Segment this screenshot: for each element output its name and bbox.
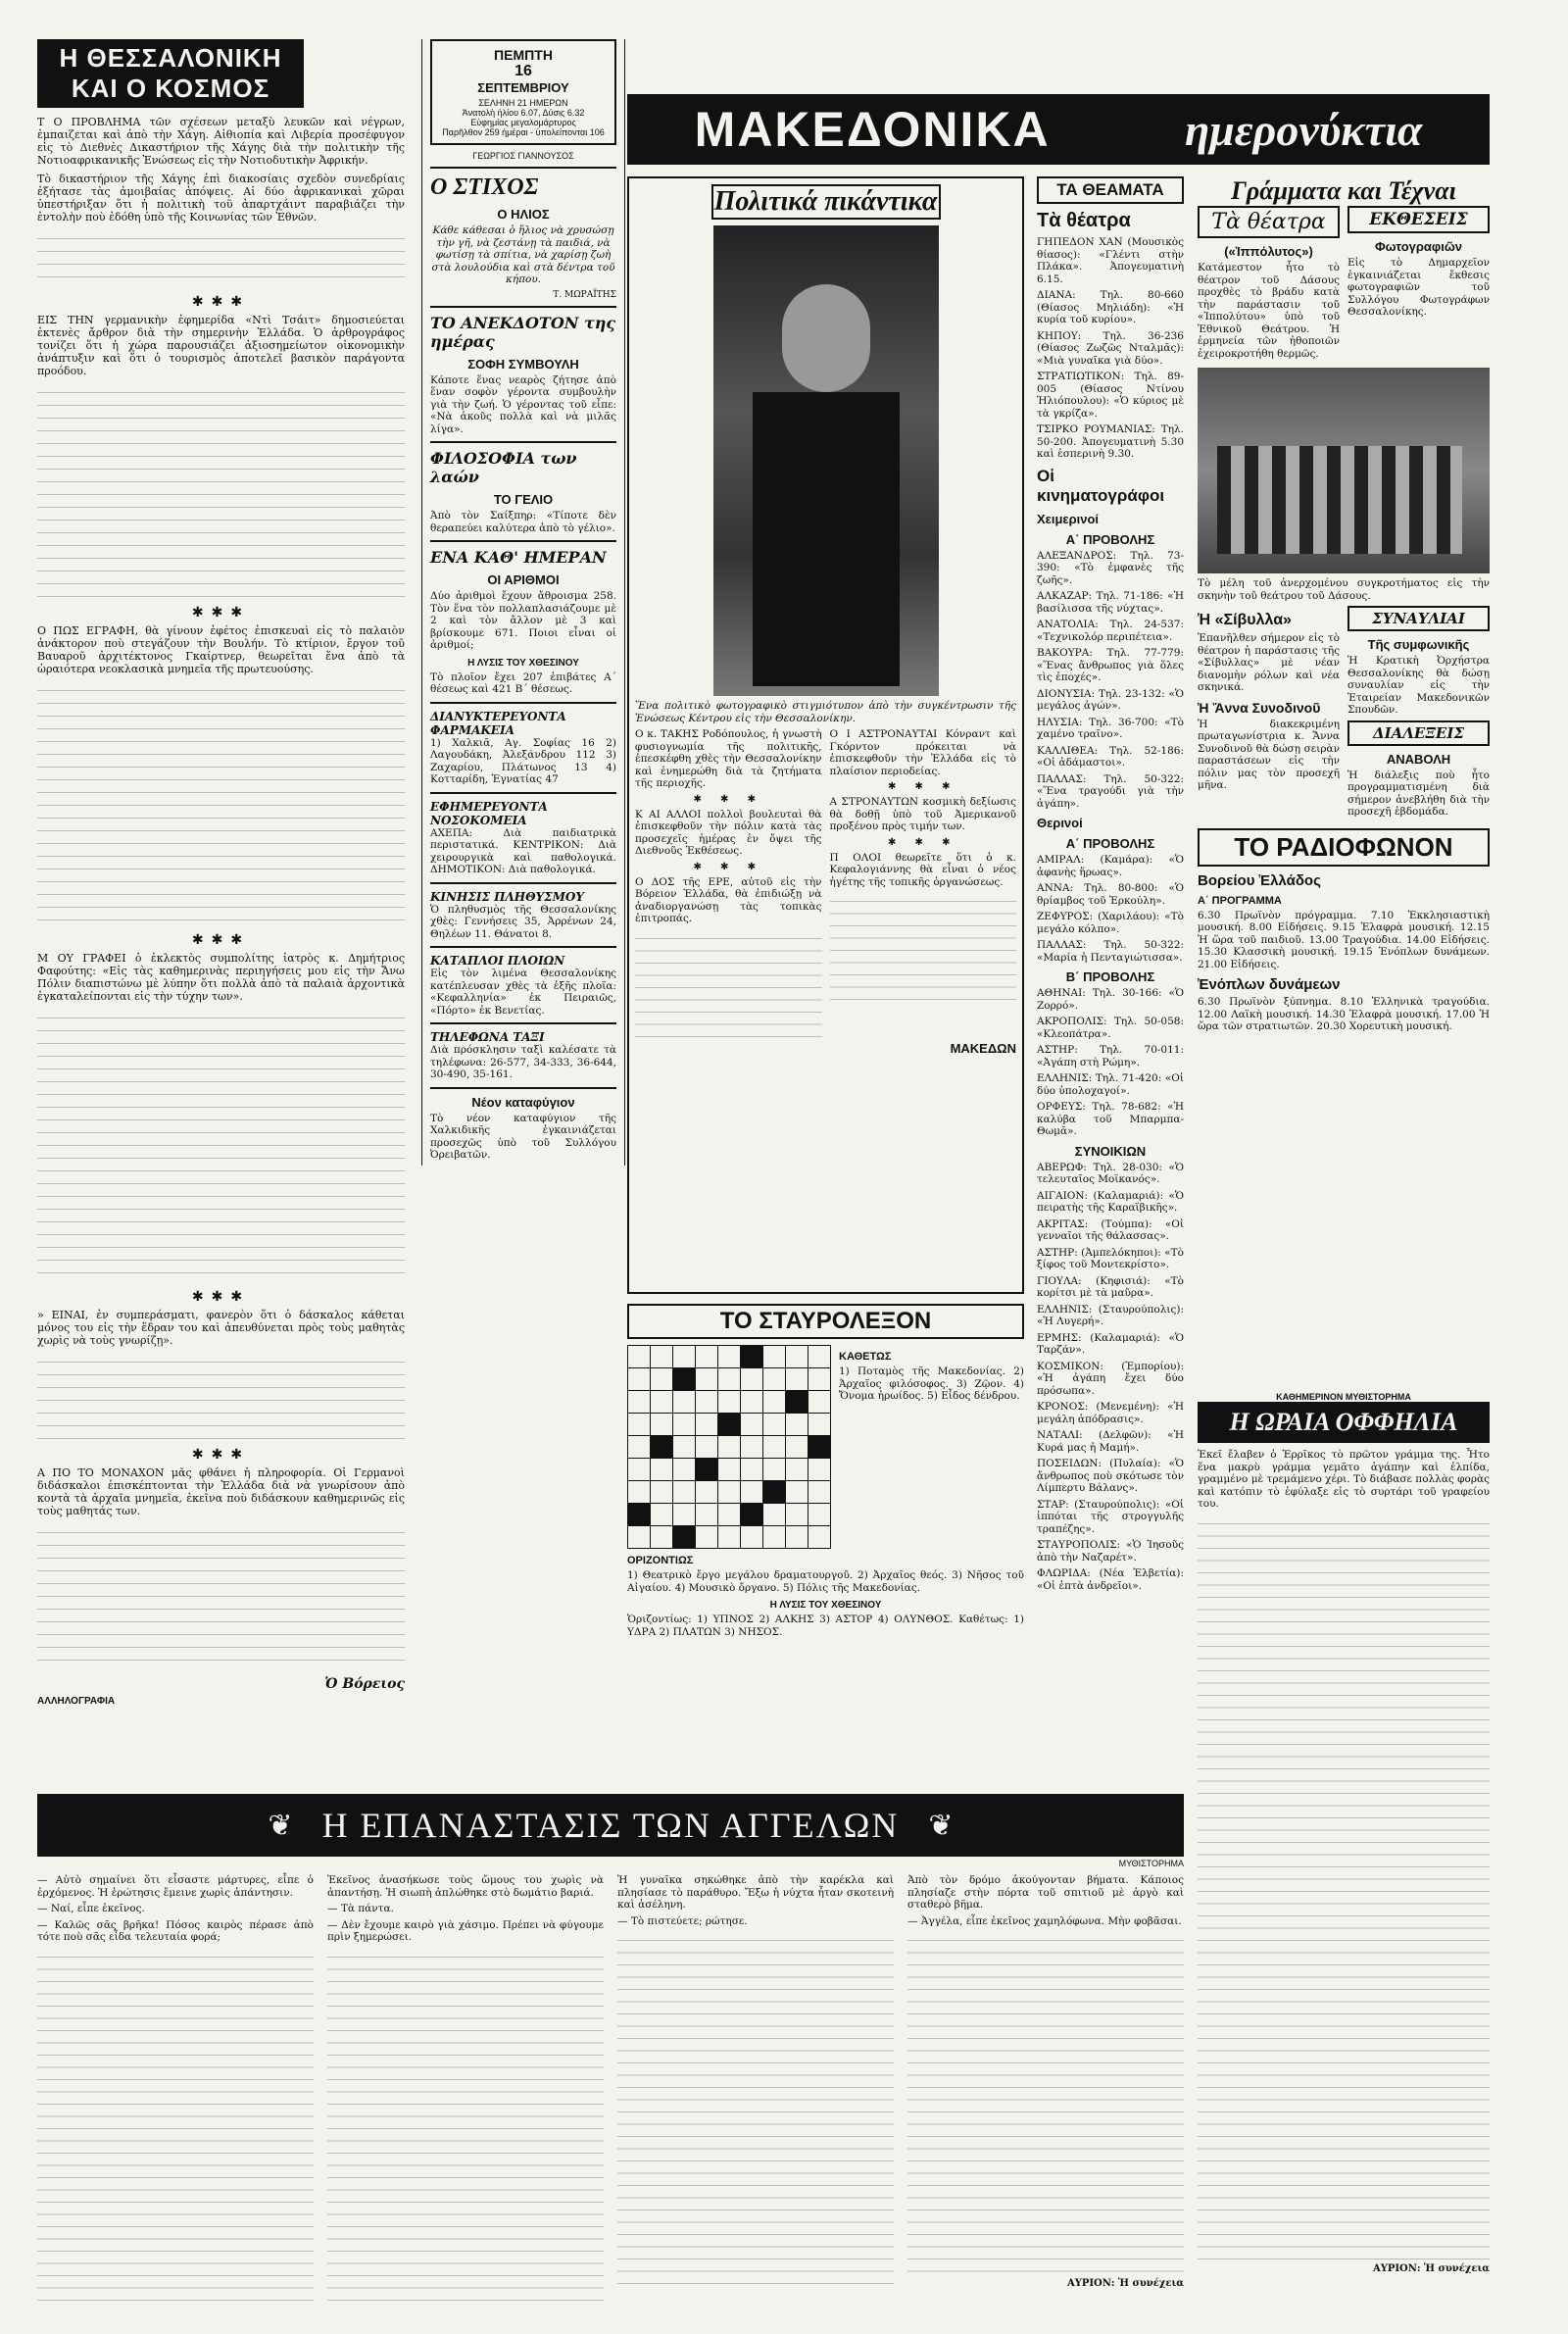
crossword-cell[interactable]	[628, 1436, 651, 1459]
crossword-cell[interactable]	[741, 1436, 763, 1459]
crossword-cell[interactable]	[628, 1368, 651, 1391]
theatres-sub-heading: Τὰ θέατρα	[1198, 206, 1340, 238]
crossword-cell[interactable]	[628, 1391, 651, 1414]
crossword-cell	[741, 1504, 763, 1526]
cinema-listing: ΑΚΡΟΠΟΛΙΣ: Τηλ. 50-058: «Κλεοπάτρα».	[1037, 1016, 1184, 1040]
cinema-listing: ΝΑΤΑΛΙ: (Δελφῶν): «Ἡ Κυρά μας ἡ Μαμή».	[1037, 1429, 1184, 1454]
crossword-cell	[808, 1436, 831, 1459]
armed-forces-schedule: 6.30 Πρωϊνὸν ξύπνημα. 8.10 Ἑλληνικὰ τραγούδια. 12.00 Λαϊκὴ μουσική. 14.30 Ἐλαφρὰ μουσική. 17.00 Ἡ ὥρα τῶν στρατιωτῶν. 20.30 Χορευτικὴ μουσική.	[1198, 996, 1490, 1032]
wing-icon: ❦	[928, 1808, 954, 1843]
photo-caption: Ἕνα πολιτικὸ φωτογραφικὸ στιγμιότυπον ἀπὸ τὴν συγκέντρωσιν τῆς Ἑνώσεως Κέντρου εἰς τὴν Θεσσαλονίκην.	[635, 700, 1016, 724]
crossword-cell[interactable]	[651, 1346, 673, 1368]
ippolytos-text: Κατάμεστον ἦτο τὸ θέατρον τοῦ Δάσους προχθὲς τὸ βράδυ κατὰ τὴν παράστασιν τοῦ «Ἱππολύτου» ὑπὸ τοῦ Ἐθνικοῦ Θεάτρου. Ἡ ἐρμηνεία τῶν ἠθοποιῶν ἐχειροκροτήθη θερμῶς.	[1198, 262, 1340, 360]
winter-cinemas: Χειμερινοί	[1037, 511, 1100, 526]
neighbourhood-cinemas: ΣΥΝΟΙΚΙΩΝ	[1074, 1143, 1147, 1159]
crossword-cell[interactable]	[718, 1368, 741, 1391]
crossword-grid[interactable]	[627, 1345, 831, 1549]
crossword-cell[interactable]	[786, 1459, 808, 1481]
lectures-text: Ἡ διάλεξις ποὺ ἦτο προγραμματισμένη διὰ σήμερον ἀνεβλήθη διὰ τὴν προσεχῆ ἑβδομάδα.	[1348, 769, 1490, 818]
cinema-listing: ΑΒΕΡΩΦ: Τηλ. 28-030: «Ὁ τελευταῖος Μοϊκανός».	[1037, 1161, 1184, 1185]
radio-schedule: 6.30 Πρωϊνὸν πρόγραμμα. 7.10 Ἐκκλησιαστικὴ μουσική. 8.00 Εἰδήσεις. 9.15 Ἐλαφρὰ μουσική. 12.15 Ἡ ὥρα τοῦ παιδιοῦ. 13.00 Τραγούδια. 14.00 Εἰδήσεις. 15.30 Κλασσικὴ μουσική. 19.15 Ἐνόπλων δυνάμεων. 21.00 Εἰδήσεις.	[1198, 909, 1490, 970]
text-block-filler	[37, 229, 405, 288]
article-paragraph: ΕΙΣ ΤΗΝ γερμανικὴν ἐφημερίδα «Ντὶ Τσάιτ» δημοσιεύεται ἐκτενὲς ἄρθρον διὰ τὴν σημερινὴν Ἑλλάδα. Ὁ ἀρθρογράφος τονίζει ὅτι ἡ χώρα παρουσιάζει ἀξιοσημείωτον οἰκονομικὴν ἀνάπτυξιν καὶ ὅτι ὁ τουρισμὸς ἀποτελεῖ βασικὸν παράγοντα προόδου.	[37, 314, 405, 377]
second-run: Β΄ ΠΡΟΒΟΛΗΣ	[1065, 969, 1155, 984]
exhibitions-sub: Φωτογραφιῶν	[1374, 239, 1463, 254]
crossword-cell[interactable]	[651, 1481, 673, 1504]
crossword-cell[interactable]	[673, 1346, 696, 1368]
crossword-cell[interactable]	[808, 1481, 831, 1504]
weekday: ΠΕΜΠΤΗ	[494, 47, 553, 63]
crossword-cell[interactable]	[696, 1391, 718, 1414]
daily-puzzle-text: Δύο ἀριθμοὶ ἔχουν ἄθροισμα 258. Τὸν ἕνα τὸν πολλαπλασιάζουμε μὲ 2 καὶ τὸν ἄλλον μὲ 3 καὶ βρίσκουμε 671. Ποιοι εἶναι οἱ ἀριθμοί;	[430, 590, 616, 651]
crossword-cell[interactable]	[808, 1414, 831, 1436]
crossword-cell	[786, 1391, 808, 1414]
article-paragraph: Ο ΠΩΣ ΕΓΡΑΦΗ, θὰ γίνουν ἐφέτος ἐπισκευαὶ εἰς τὸ παλαιὸν ἀνάκτορον ποὺ στεγάζουν τὴν Βουλήν. Τὸ κτίριον, ἔργον τοῦ Βαυαροῦ ἀρχιτέκτονος Γκαίρτνερ, θεωρεῖται ἕνα ἀπὸ τὰ ὡραιότερα νεοκλασικὰ μνημεῖα τῆς πρωτευούσης.	[37, 624, 405, 675]
crossword-cell[interactable]	[696, 1526, 718, 1549]
section-crossword	[627, 1304, 1024, 1642]
shelter-text: Τὸ νέον καταφύγιον τῆς Χαλκιδικῆς ἐγκαινιάζεται προσεχῶς ὑπὸ τοῦ Συλλόγου Ὀρειβατῶν.	[430, 1112, 616, 1161]
mail-heading: ΑΛΛΗΛΟΓΡΑΦΙΑ	[37, 1696, 116, 1707]
masthead-line2: ΚΑΙ Ο ΚΟΣΜΟΣ	[71, 74, 270, 103]
theatre-listing: ΣΤΡΑΤΙΩΤΙΚΟΝ: Τηλ. 89-005 (Θίασος Ντίνου Ἠλιόπουλου): «Ὁ κύριος μὲ τὰ γκρίζα».	[1037, 371, 1184, 420]
serial-title: Η ΕΠΑΝΑΣΤΑΣΙΣ ΤΩΝ ΑΓΓΕΛΩΝ	[321, 1806, 900, 1845]
novel-continued: ΑΥΡΙΟΝ: Ἡ συνέχεια	[1372, 2262, 1490, 2274]
masthead-line1: Η ΘΕΣΣΑΛΟΝΙΚΗ	[59, 43, 282, 73]
armed-forces-heading: Ἐνόπλων δυνάμεων	[1198, 976, 1341, 993]
cinema-listing: ΒΑΚΟΥΡΑ: Τηλ. 77-779: «Ἕνας ἄνθρωπος γιὰ ὅλες τὶς ἐποχές».	[1037, 647, 1184, 683]
politics-item: Π ΟΛΟΙ θεωρεῖτε ὅτι ὁ κ. Κεφαλογιάννης θὰ εἶναι ὁ νέος ἡγέτης τῆς τοπικῆς ὀργανώσεως.	[829, 851, 1016, 888]
politika-signature: ΜΑΚΕΔΩΝ	[950, 1040, 1016, 1056]
radio-program-a: Α΄ ΠΡΟΓΡΑΜΜΑ	[1198, 894, 1282, 907]
cinema-listing: ΑΝΝΑ: Τηλ. 80-800: «Ὁ θρίαμβος τοῦ Ἑρκούλη».	[1037, 882, 1184, 907]
crossword-cell[interactable]	[808, 1346, 831, 1368]
cinema-listing: ΑΛΚΑΖΑΡ: Τηλ. 71-186: «Ἡ βασίλισσα τῆς νύχτας».	[1037, 590, 1184, 615]
first-run-summer: Α΄ ΠΡΟΒΟΛΗΣ	[1065, 836, 1155, 851]
politics-item: Κ ΑΙ ΑΛΛΟΙ πολλοὶ βουλευταὶ θὰ ἐπισκεφθοῦν τὴν πόλιν κατὰ τὰς προσεχεῖς ἡμέρας ἐν ὄψει τῆς Διεθνοῦς Ἐκθέσεως.	[635, 808, 822, 857]
politics-item: Α ΣΤΡΟΝΑΥΤΩΝ κοσμικὴ δεξίωσις θὰ δοθῇ ὑπὸ τοῦ Ἀμερικανοῦ προξένου πρὸς τιμήν των.	[829, 796, 1016, 832]
crossword-cell[interactable]	[741, 1368, 763, 1391]
sibylla-text: Ἐπανῆλθεν σήμερον εἰς τὸ θέατρον ἡ παράστασις τῆς «Σίβυλλας» μὲ νέαν διανομὴν ρόλων καὶ νέα σκηνικά.	[1198, 632, 1340, 693]
cinema-listing: ΖΕΦΥΡΟΣ: (Χαριλάου): «Τὸ μεγάλο κόλπο».	[1037, 911, 1184, 935]
article-paragraph: Α ΠΟ ΤΟ ΜΟΝΑΧΟΝ μᾶς φθάνει ἡ πληροφορία. Οἱ Γερμανοὶ διδάσκαλοι ἐπισκέπτονται τὴν Ἑλλάδα διὰ νὰ γνωρίσουν ἀπὸ κοντὰ τὰ ἀρχαῖα μνημεῖα, ἐκεῖνα ποὺ διδάσκουν καθημερινῶς εἰς τοὺς μαθητάς των.	[37, 1466, 405, 1517]
cinema-listing: ΣΤΑΡ: (Σταυρούπολις): «Οἱ ἱππόται τῆς στρογγυλῆς τραπέζης».	[1037, 1498, 1184, 1535]
anna-heading: Ἡ Ἄννα Συνοδινοῦ	[1198, 699, 1321, 716]
crossword-cell[interactable]	[673, 1414, 696, 1436]
puzzle-solution-text: Τὸ πλοῖον ἔχει 207 ἐπιβάτες Α΄ θέσεως καὶ 421 Β΄ θέσεως.	[430, 670, 616, 695]
daily-puzzle-heading: ΕΝΑ ΚΑΘ' ΗΜΕΡΑΝ	[430, 548, 607, 567]
cinema-listing: ΠΟΣΕΙΔΩΝ: (Πυλαία): «Ὁ ἄνθρωπος ποὺ σκότωσε τὸν Λίμπερτυ Βάλανς».	[1037, 1458, 1184, 1494]
serial-subtitle: ΜΥΘΙΣΤΟΡΗΜΑ	[1118, 1859, 1184, 1868]
cinema-listing: ΕΛΛΗΝΙΣ: (Σταυρούπολις): «Ἡ Λυγερή».	[1037, 1303, 1184, 1327]
concerts-sub: Τῆς συμφωνικῆς	[1367, 637, 1470, 652]
crossword-cell[interactable]	[763, 1368, 786, 1391]
crossword-cell[interactable]	[808, 1391, 831, 1414]
crossword-cell[interactable]	[741, 1481, 763, 1504]
crossword-cell[interactable]	[628, 1459, 651, 1481]
crossword-cell[interactable]	[628, 1414, 651, 1436]
serial-banner	[37, 1794, 1184, 1857]
novel-heading: Η ΩΡΑΙΑ ΟΦΦΗΛΙΑ	[1198, 1402, 1490, 1443]
banner-title: ΜΑΚΕΔΟΝΙΚΑ	[694, 102, 1051, 157]
crossword-cell[interactable]	[718, 1526, 741, 1549]
crossword-cell[interactable]	[786, 1526, 808, 1549]
first-run: Α΄ ΠΡΟΒΟΛΗΣ	[1065, 531, 1155, 547]
serial-paragraph: — Καλῶς σᾶς βρῆκα! Πόσος καιρὸς πέρασε ἀπὸ τότε ποὺ σᾶς εἶδα τελευταία φορά;	[37, 1918, 314, 1943]
population-heading: ΚΙΝΗΣΙΣ ΠΛΗΘΥΣΜΟΥ	[430, 889, 584, 904]
sun-times: Ἀνατολὴ ἡλίου 6.07, Δύσις 6.32	[462, 108, 585, 118]
crossword-cell[interactable]	[718, 1391, 741, 1414]
date-box	[430, 39, 616, 145]
day-number: 16	[514, 63, 532, 79]
crossword-cell[interactable]	[786, 1368, 808, 1391]
exhibitions-heading: ΕΚΘΕΣΕΙΣ	[1348, 206, 1490, 233]
crossword-cell	[763, 1481, 786, 1504]
cinema-listing: ΕΛΛΗΝΙΣ: Τηλ. 71-420: «Οἱ δύο ὑπολοχαγοί».	[1037, 1072, 1184, 1097]
crossword-cell[interactable]	[808, 1368, 831, 1391]
cinemas-heading: Οἱ κινηματογράφοι	[1037, 466, 1165, 505]
crossword-cell[interactable]	[718, 1481, 741, 1504]
shelter-heading: Νέον καταφύγιον	[471, 1094, 575, 1110]
crossword-heading: ΤΟ ΣΤΑΥΡΟΛΕΞΟΝ	[627, 1304, 1024, 1339]
population-text: Ὁ πληθυσμὸς τῆς Θεσσαλονίκης χθὲς: Γεννήσεις 35, Ἀρρένων 24, Θηλέων 11. Θάνατοι 8.	[430, 903, 616, 940]
crossword-cell[interactable]	[651, 1414, 673, 1436]
ships-text: Εἰς τὸν λιμένα Θεσσαλονίκης κατέπλευσαν χθὲς τὰ ἑξῆς πλοῖα: «Κεφαλληνία» ἐκ Πειραιῶς, «Πόρτο» ἐκ Βενετίας.	[430, 968, 616, 1017]
crossword-cell[interactable]	[696, 1504, 718, 1526]
crossword-cell[interactable]	[696, 1481, 718, 1504]
serial-paragraph: — Ἀγγέλα, εἶπε ἐκεῖνος χαμηλόφωνα. Μὴν φοβᾶσαι.	[907, 1914, 1182, 1927]
crossword-cell	[673, 1526, 696, 1549]
moon-phase: ΣΕΛΗΝΗ 21 ΗΜΕΡΩΝ	[478, 98, 568, 108]
cinema-listing: ΑΣΤΗΡ: Τηλ. 70-011: «Ἀγάπη στὴ Ρώμη».	[1037, 1044, 1184, 1068]
crossword-cell[interactable]	[741, 1391, 763, 1414]
grammata-heading: Γράμματα και Τέχναι	[1231, 176, 1456, 205]
anecdote-heading: ΤΟ ΑΝΕΚΔΟΤΟΝ της ημέρας	[430, 313, 616, 351]
crossword-cell[interactable]	[696, 1414, 718, 1436]
signature: Ὁ Βόρειος	[324, 1676, 405, 1692]
crossword-cell[interactable]	[673, 1481, 696, 1504]
serial-paragraph: Ἐκεῖνος ἀνασήκωσε τοὺς ὤμους του χωρὶς νὰ ἀπαντήσῃ. Ἡ σιωπὴ ἀπλώθηκε στὸ δωμάτιο βαριά.	[327, 1874, 604, 1899]
crossword-cell[interactable]	[718, 1346, 741, 1368]
cinema-listing: ΠΑΛΛΑΣ: Τηλ. 50-322: «Μαρία ἡ Πενταγιώτισσα».	[1037, 939, 1184, 964]
taxi-text: Διὰ πρόσκλησιν ταξὶ καλέσατε τὰ τηλέφωνα: 26-577, 34-333, 36-644, 30-490, 35-161.	[430, 1044, 616, 1080]
crossword-cell[interactable]	[718, 1504, 741, 1526]
separator-stars: ✱✱✱	[191, 932, 251, 948]
crossword-cell[interactable]	[763, 1504, 786, 1526]
concerts-heading: ΣΥΝΑΥΛΙΑΙ	[1348, 606, 1490, 631]
crossword-cell[interactable]	[628, 1346, 651, 1368]
exhibitions-text: Εἰς τὸ Δημαρχεῖον ἐγκαινιάζεται ἔκθεσις φωτογραφιῶν τοῦ Συλλόγου Φωτογράφων Θεσσαλονίκης.	[1348, 257, 1490, 318]
down-clues: 1) Ποταμὸς τῆς Μακεδονίας. 2) Ἀρχαῖος φιλόσοφος. 3) Ζῷον. 4) Ὄνομα ἡρωίδος. 5) Εἶδος δένδρου.	[839, 1366, 1024, 1402]
article-paragraph: » ΕΙΝΑΙ, ἐν συμπεράσματι, φανερὸν ὅτι ὁ δάσκαλος κάθεται μόνος του εἰς τὴν ἕδραν του καὶ ἀπευθύνεται πρὸς τοὺς μαθητὰς χωρὶς νὰ τοὺς γνωρίζῃ».	[37, 1309, 405, 1347]
section-masthead	[37, 39, 304, 108]
crossword-cell[interactable]	[673, 1436, 696, 1459]
crossword-cell[interactable]	[628, 1526, 651, 1549]
serial-paragraph: Ἀπὸ τὸν δρόμο ἀκούγονταν βήματα. Κάποιος πλησίαζε στὴν πόρτα τοῦ σπιτιοῦ μὲ ἀργὸ καὶ σταθερὸ βῆμα.	[907, 1874, 1184, 1911]
crossword-cell	[628, 1504, 651, 1526]
crossword-cell[interactable]	[718, 1459, 741, 1481]
cinema-listing: ΚΑΛΛΙΘΕΑ: Τηλ. 52-186: «Οἱ ἀδάμαστοι».	[1037, 744, 1184, 769]
lectures-heading: ΔΙΑΛΕΞΕΙΣ	[1348, 720, 1490, 746]
across-clues-heading: ΟΡΙΖΟΝΤΙΩΣ	[627, 1555, 694, 1566]
cinema-listing: ΕΡΜΗΣ: (Καλαμαριά): «Ὁ Ταρζάν».	[1037, 1331, 1184, 1356]
philosophy-text: Ἀπὸ τὸν Σαίξπηρ: «Τίποτε δὲν θεραπεύει καλύτερα ἀπὸ τὸ γέλιο».	[430, 510, 616, 534]
text-block-filler	[37, 383, 405, 599]
banner-makedonika	[627, 94, 1490, 165]
concerts-text: Ἡ Κρατικὴ Ὀρχήστρα Θεσσαλονίκης θὰ δώσῃ συναυλίαν εἰς τὴν Ἑταιρείαν Μακεδονικῶν Σπουδῶν.	[1348, 655, 1490, 716]
lectures-sub: ΑΝΑΒΟΛΗ	[1386, 751, 1451, 767]
crossword-cell	[696, 1459, 718, 1481]
cinema-listing: ΚΟΣΜΙΚΟΝ: (Ἐμπορίου): «Ἡ ἀγάπη ἔχει δύο πρόσωπα».	[1037, 1360, 1184, 1397]
crossword-solution-heading: Η ΛΥΣΙΣ ΤΟΥ ΧΘΕΣΙΝΟΥ	[769, 1600, 882, 1611]
politics-item: Ο κ. ΤΑΚΗΣ Ροδόπουλος, ἡ γνωστὴ φυσιογνωμία τῆς πολιτικῆς, ἐπεσκέφθη χθὲς τὴν Θεσσαλονίκην καὶ ἐνημερώθη διὰ τὰ ζητήματα τῆς περιοχῆς.	[635, 728, 822, 789]
crossword-solution: Ὁριζοντίως: 1) ΥΠΝΟΣ 2) ΑΛΚΗΣ 3) ΑΣΤΟΡ 4) ΟΛΥΝΘΟΣ. Καθέτως: 1) ΥΔΡΑ 2) ΠΛΑΤΩΝ 3) ΝΗΣΟΣ.	[627, 1614, 1024, 1638]
cinema-listing: ΑΛΕΞΑΝΔΡΟΣ: Τηλ. 73-390: «Τὸ ἐμφανὲς τῆς ζωῆς».	[1037, 549, 1184, 586]
crossword-cell[interactable]	[696, 1346, 718, 1368]
text-block-filler	[1198, 1515, 1490, 2260]
anecdote-sub: ΣΟΦΗ ΣΥΜΒΟΥΛΗ	[467, 356, 579, 372]
crossword-cell[interactable]	[673, 1504, 696, 1526]
serial-paragraph: — Τὰ πάντα.	[327, 1903, 394, 1914]
ippolytos-heading: («Ἱππόλυτος»)	[1224, 244, 1313, 259]
crossword-cell[interactable]	[651, 1391, 673, 1414]
cinema-listing: ΠΑΛΛΑΣ: Τηλ. 50-322: «Ἕνα τραγούδι γιὰ τὴν ἀγάπη».	[1037, 772, 1184, 810]
serial-paragraph: — Τὸ πιστεύετε; ρώτησε.	[617, 1914, 748, 1927]
orchestra-photo	[1198, 368, 1490, 573]
cinema-listing: ΚΡΟΝΟΣ: (Μενεμένη): «Ἡ μεγάλη ἀπόδρασις».	[1037, 1401, 1184, 1425]
separator-stars: ✱✱✱	[191, 1289, 251, 1305]
crossword-cell[interactable]	[741, 1526, 763, 1549]
theatre-listing: ΓΗΠΕΔΟΝ ΧΑΝ (Μουσικὸς θίασος): «Γλέντι στὴν Πλάκα». Ἀπογευματινὴ 6.15.	[1037, 236, 1184, 285]
anecdote-text: Κάποτε ἕνας νεαρὸς ζήτησε ἀπὸ ἕναν σοφὸν γέροντα συμβουλὴν γιὰ τὴν ζωή. Ὁ γέροντας τοῦ εἶπε: «Νὰ ἀκοῦς πολλὰ καὶ νὰ μιλᾶς λίγα».	[430, 373, 616, 435]
crossword-cell[interactable]	[741, 1459, 763, 1481]
crossword-cell[interactable]	[628, 1481, 651, 1504]
crossword-cell[interactable]	[763, 1414, 786, 1436]
serial-continued: ΑΥΡΙΟΝ: Ἡ συνέχεια	[1066, 2278, 1184, 2289]
sibylla-heading: Ἡ «Σίβυλλα»	[1198, 612, 1292, 628]
cinema-listing: ΑΘΗΝΑΙ: Τηλ. 30-166: «Ὁ Ζορρό».	[1037, 987, 1184, 1012]
poet-name: Τ. ΜΩΡΑΪΤΗΣ	[553, 289, 616, 300]
radio-sub: Βορείου Ἑλλάδος	[1198, 871, 1321, 889]
cinema-listing: ΗΛΥΣΙΑ: Τηλ. 36-700: «Τὸ χαμένο τραῖνο».	[1037, 716, 1184, 740]
crossword-cell[interactable]	[763, 1436, 786, 1459]
section-epanastasis	[37, 1794, 1184, 2305]
anna-text: Ἡ διακεκριμένη πρωταγωνίστρια κ. Ἄννα Συνοδινοῦ θὰ δώσῃ σειρὰν παραστάσεων εἰς τὴν πόλιν μας τὸν προσεχῆ μῆνα.	[1198, 718, 1340, 791]
crossword-cell[interactable]	[763, 1459, 786, 1481]
serial-paragraph: — Ναί, εἶπε ἐκεῖνος.	[37, 1903, 145, 1914]
cinema-listing: ΔΙΟΝΥΣΙΑ: Τηλ. 23-132: «Ὁ μεγάλος ἀγών».	[1037, 687, 1184, 712]
article-paragraph: Τ Ο ΠΡΟΒΛΗΜΑ τῶν σχέσεων μεταξὺ λευκῶν καὶ νέγρων, ἐμπαιζεται καὶ ἀπὸ τὴν Χάγη. Αἰθιοπία καὶ Λιβερία προσέφυγον εἰς τὸ Διεθνὲς Δικαστήριον τῆς Χάγης διὰ τὴν πολιτικὴν τῆς Νοτιοαφρικανικῆς Ἑνώσεως εἰς τὴν Νοτιοδυτικὴν Ἀφρικήν.	[37, 116, 405, 167]
crossword-cell[interactable]	[651, 1526, 673, 1549]
crossword-cell[interactable]	[808, 1504, 831, 1526]
crossword-cell[interactable]	[651, 1459, 673, 1481]
orchestra-caption: Τὸ μέλη τοῦ ἀνερχομένου συγκροτήματος εἰς τὴν σκηνὴν τοῦ θεάτρου τοῦ Δάσους.	[1198, 577, 1490, 602]
philosophy-heading: ΦΙΛΟΣΟΦΙΑ των λαών	[430, 449, 577, 486]
column-thessaloniki-world	[37, 39, 405, 1707]
hospitals-list: ΑΧΕΠΑ: Διὰ παιδιατρικὰ περιστατικά. ΚΕΝΤΡΙΚΟΝ: Διὰ χειρουργικὰ καὶ παθολογικά. ΔΗΜΟΤΙΚΟΝ: Διὰ παθολογικά.	[430, 826, 616, 875]
cinema-listing: ΑΣΤΗΡ: (Ἀμπελόκηποι): «Τὸ ξίφος τοῦ Μοντεκρίστο».	[1037, 1246, 1184, 1270]
cinema-listing: ΓΙΟΥΛΑ: (Κηφισιά): «Τὸ κορίτσι μὲ τὰ μαῦρα».	[1037, 1274, 1184, 1299]
cinema-listing: ΑΝΑΤΟΛΙΑ: Τηλ. 24-537: «Τεχνικολόρ περιπέτεια».	[1037, 619, 1184, 643]
taxi-heading: ΤΗΛΕΦΩΝΑ ΤΑΞΙ	[430, 1030, 545, 1044]
radio-heading: ΤΟ ΡΑΔΙΟΦΩΝΟΝ	[1198, 828, 1490, 867]
theatres-heading: Τὰ θέατρα	[1037, 210, 1131, 231]
novel-text: Ἐκεῖ ἔλαβεν ὁ Ἐρρῖκος τὸ πρῶτον γράμμα της. Ἦτο ἕνα μακρὺ γράμμα γεμᾶτο ἀγάπην καὶ ἐλπίδα, γραμμένο μὲ τρεμάμενο χέρι. Τὸ διάβασε πολλὰς φορὰς καὶ κατόπιν τὸ ἐφύλαξε εἰς τὸ συρτάρι τοῦ γραφείου του.	[1198, 1449, 1490, 1510]
politika-heading: Πολιτικά πικάντικα	[711, 184, 941, 220]
column-daily-info	[421, 39, 625, 1166]
theatre-listing: ΔΙΑΝΑ: Τηλ. 80-660 (Θίασος Μηλιάδη): «Ἡ κυρία τοῦ κυρίου».	[1037, 289, 1184, 325]
article-paragraph: Μ ΟΥ ΓΡΑΦΕΙ ὁ ἐκλεκτὸς συμπολίτης ἰατρὸς κ. Δημήτριος Φαφούτης: «Εἰς τὰς καθημερινὰς περιηγήσεις μου εἰς τὴν Ἄνω Πόλιν διαπιστώνω μὲ λύπην ὅτι πολλὰ ἀπὸ τὰ παλαιὰ ἀρχοντικὰ ἐγκαταλείπονται εἰς τὴν τύχην των».	[37, 952, 405, 1003]
section-theamata	[1037, 176, 1184, 1596]
pharmacies-list: 1) Χαλκιᾶ, Αγ. Σοφίας 16 2) Λαγουδάκη, Ἀλεξάνδρου 112 3) Ζαχαρίου, Πλάτωνος 13 4) Κοτταρίδη, Ἐγνατίας 47	[430, 736, 616, 785]
text-block-filler	[37, 1009, 405, 1283]
across-clues: 1) Θεατρικὸ ἔργο μεγάλου δραματουργοῦ. 2) Ἀρχαῖος θεός. 3) Νῆσος τοῦ Αἰγαίου. 4) Μουσικὸ ὄργανο. 5) Πόλις τῆς Μακεδονίας.	[627, 1569, 1024, 1594]
serial-paragraph: — Δὲν ἔχουμε καιρὸ γιὰ χάσιμο. Πρέπει νὰ φύγουμε πρὶν ξημερώσει.	[327, 1918, 604, 1943]
stixos-sub: Ο ΗΛΙΟΣ	[497, 207, 550, 222]
crossword-cell	[718, 1414, 741, 1436]
cinema-listing: ΑΙΓΑΙΟΝ: (Καλαμαριά): «Ὁ πειρατὴς τῆς Καραϊβικῆς».	[1037, 1189, 1184, 1214]
crossword-cell[interactable]	[786, 1436, 808, 1459]
crossword-cell[interactable]	[786, 1504, 808, 1526]
puzzle-solution-heading: Η ΛΥΣΙΣ ΤΟΥ ΧΘΕΣΙΝΟΥ	[467, 657, 579, 669]
crossword-cell[interactable]	[763, 1346, 786, 1368]
theatre-listing: ΚΗΠΟΥ: Τηλ. 36-236 (Θίασος Ζωζῶς Νταλμᾶς): «Μιὰ γυναῖκα γιὰ δύο».	[1037, 329, 1184, 367]
text-block-filler	[37, 1353, 405, 1441]
ships-heading: ΚΑΤΑΠΛΟΙ ΠΛΟΙΩΝ	[430, 954, 565, 968]
politician-photo	[713, 225, 939, 696]
cinema-listing: ΑΚΡΙΤΑΣ: (Τούμπα): «Οἱ γενναῖοι τῆς θάλασσας».	[1037, 1217, 1184, 1242]
crossword-cell[interactable]	[786, 1481, 808, 1504]
wing-icon: ❦	[268, 1808, 293, 1843]
cinema-listing: ΑΜΙΡΑΛ: (Καμάρα): «Ὁ ἀφανὴς ἥρωας».	[1037, 854, 1184, 878]
days-remaining: Παρῆλθον 259 ἡμέραι - ὑπολείπονται 106	[442, 127, 605, 137]
cinema-listing: ΣΤΑΥΡΟΠΟΛΙΣ: «Ὁ Ἰησοῦς ἀπὸ τὴν Ναζαρέτ».	[1037, 1539, 1184, 1564]
month-name: ΣΕΠΤΕΜΒΡΙΟΥ	[477, 80, 569, 95]
theatre-listing: ΤΣΙΡΚΟ ΡΟΥΜΑΝΙΑΣ: Τηλ. 50-200. Ἀπογευματινὴ 5.30 καὶ ἑσπερινὴ 9.30.	[1037, 423, 1184, 460]
saint-day: Εὐφημίας μεγαλομάρτυρος	[470, 118, 576, 127]
stixos-heading: Ο ΣΤΙΧΟΣ	[430, 174, 539, 200]
crossword-cell[interactable]	[651, 1504, 673, 1526]
banner-subtitle: ημερονύκτια	[1184, 104, 1423, 155]
crossword-cell[interactable]	[763, 1391, 786, 1414]
daily-puzzle-sub: ΟΙ ΑΡΙΘΜΟΙ	[487, 572, 560, 587]
poem: Κάθε κάθεσαι ὁ ἥλιος νὰ χρυσώσῃ τὴν γῆ, νὰ ζεστάνῃ τὰ παιδιά, νὰ φωτίσῃ τὰ σπίτια, νὰ χαρίσῃ ζωὴ στὰ λουλούδια καὶ στὰ δέντρα τοῦ κήπου.	[431, 224, 615, 285]
crossword-cell	[741, 1346, 763, 1368]
pharmacies-heading: ΔΙΑΝΥΚΤΕΡΕΥΟΝΤΑ ΦΑΡΜΑΚΕΙΑ	[430, 709, 566, 737]
serial-paragraph: — Αὐτὸ σημαίνει ὅτι εἶσαστε μάρτυρες, εἶπε ὁ ἐρχόμενος. Ἡ ἐρώτησις ἔμεινε χωρὶς ἀπάντησιν.	[37, 1874, 314, 1899]
novel-label: ΚΑΘΗΜΕΡΙΝΟΝ ΜΥΘΙΣΤΟΡΗΜΑ	[1276, 1392, 1411, 1402]
philosophy-sub: ΤΟ ΓΕΛΙΟ	[493, 492, 554, 507]
crossword-cell[interactable]	[786, 1346, 808, 1368]
text-block-filler	[37, 681, 405, 926]
crossword-cell[interactable]	[673, 1391, 696, 1414]
crossword-cell[interactable]	[808, 1526, 831, 1549]
separator-stars: ✱✱✱	[191, 294, 251, 310]
crossword-cell[interactable]	[741, 1414, 763, 1436]
hospitals-heading: ΕΦΗΜΕΡΕΥΟΝΤΑ ΝΟΣΟΚΟΜΕΙΑ	[430, 799, 548, 827]
summer-cinemas: Θερινοί	[1037, 816, 1083, 830]
crossword-cell[interactable]	[763, 1526, 786, 1549]
down-clues-heading: ΚΑΘΕΤΩΣ	[839, 1351, 892, 1363]
crossword-cell[interactable]	[651, 1368, 673, 1391]
theamata-heading: ΤΑ ΘΕΑΜΑΤΑ	[1037, 176, 1184, 204]
crossword-cell[interactable]	[673, 1459, 696, 1481]
crossword-cell	[673, 1368, 696, 1391]
text-block-filler	[37, 1523, 405, 1670]
politics-item: Ο Ι ΑΣΤΡΟΝΑΥΤΑΙ Κόνραντ καὶ Γκόρντον πρόκειται νὰ ἐπισκεφθοῦν τὴν Ἑλλάδα εἰς τὸ πλαίσιον περιοδείας.	[829, 728, 1016, 777]
serial-paragraph: Ἡ γυναῖκα σηκώθηκε ἀπὸ τὴν καρέκλα καὶ πλησίασε τὸ παράθυρο. Ἔξω ἡ νύχτα ἦταν σκοτεινὴ καὶ ἀσέληνη.	[617, 1874, 894, 1911]
cinema-listing: ΟΡΦΕΥΣ: Τηλ. 78-682: «Ἡ καλύβα τοῦ Μπαρμπα-Θωμᾶ».	[1037, 1101, 1184, 1137]
section-oraia-ofilia	[1198, 1392, 1490, 2274]
cinema-listing: ΦΛΩΡΙΔΑ: (Νέα Ἐλβετία): «Οἱ ἐπτὰ ἀνδρεῖοι».	[1037, 1567, 1184, 1592]
politics-item: Ο ΔΟΣ τῆς ΕΡΕ, αὐτοῦ εἰς τὴν Βόρειον Ἑλλάδα, θὰ ἐπιδιώξῃ νὰ ἀναδιοργανώσῃ τὰς τοπικὰς ἐπιτροπάς.	[635, 875, 822, 924]
article-paragraph: Τὸ δικαστήριον τῆς Χάγης ἐπὶ διακοσίαις σχεδὸν συνεδρίαις ἐξήτασε τὰς ἀμοιβαίας ἀπόψεις. Αἱ δύο ἀφρικανικαὶ χῶραι ὑπεστήριξαν ὅτι ἡ πολιτικὴ τοῦ ἀπαρτχάιντ παραβιάζει τὴν ἐντολὴν ποὺ ἐδόθη ὑπὸ τῆς Κοινωνίας τῶν Ἐθνῶν.	[37, 173, 405, 223]
section-grammata	[1198, 176, 1490, 1037]
editor-name: ΓΕΩΡΓΙΟΣ ΓΙΑΝΝΟΥΣΟΣ	[472, 151, 574, 161]
crossword-cell[interactable]	[786, 1414, 808, 1436]
crossword-cell[interactable]	[718, 1436, 741, 1459]
separator-stars: ✱✱✱	[191, 1447, 251, 1463]
crossword-cell	[651, 1436, 673, 1459]
section-politika: Πολιτικά πικάντικα Ἕνα πολιτικὸ φωτογραφικὸ στιγμιότυπον ἀπὸ τὴν συγκέντρωσιν τῆς Ἑνώσεως Κέντρου εἰς τὴν Θεσσαλονίκην. Ο κ. ΤΑΚΗΣ Ροδόπουλος, ἡ γνωστὴ φυσιογνωμία τῆς πολιτικῆς, ἐπεσκέφθη χθὲς τὴν Θεσσαλονίκην καὶ ἐνημερώθη διὰ τὰ ζητήματα τῆς περιοχῆς. ✱ ✱ ✱ Κ ΑΙ ΑΛΛΟΙ πολλοὶ βουλευταὶ θὰ ἐπισκεφθοῦν τὴν πόλιν κατὰ τὰς προσεχεῖς ἡμέρας ἐν ὄψει τῆς Διεθνοῦς Ἐκθέσεως. ✱ ✱ ✱ Ο ΔΟΣ τῆς ΕΡΕ, αὐτοῦ εἰς τὴν Βόρειον Ἑλλάδα, θὰ ἐπιδιώξῃ νὰ ἀναδιοργανώσῃ τὰς τοπικὰς ἐπιτροπάς. Ο Ι ΑΣΤΡΟΝΑΥΤΑΙ Κόνραντ καὶ Γκόρντον πρόκειται νὰ ἐπισκεφθοῦν τὴν Ἑλλάδα εἰς τὸ πλαίσιον περιοδείας. ✱ ✱ ✱ Α ΣΤΡΟΝΑΥΤΩΝ κοσμικὴ δεξίωσις θὰ δοθῇ ὑπὸ τοῦ Ἀμερικανοῦ προξένου πρὸς τιμήν των. ✱ ✱ ✱ Π ΟΛΟΙ θεωρεῖτε ὅτι ὁ κ. Κεφαλογιάννης θὰ εἶναι ὁ νέος ἡγέτης τῆς τοπικῆς ὀργανώσεως. ΜΑΚΕΔΩΝ	[627, 176, 1024, 1294]
crossword-cell[interactable]	[808, 1459, 831, 1481]
crossword-cell[interactable]	[696, 1436, 718, 1459]
separator-stars: ✱✱✱	[191, 605, 251, 621]
crossword-cell[interactable]	[696, 1368, 718, 1391]
